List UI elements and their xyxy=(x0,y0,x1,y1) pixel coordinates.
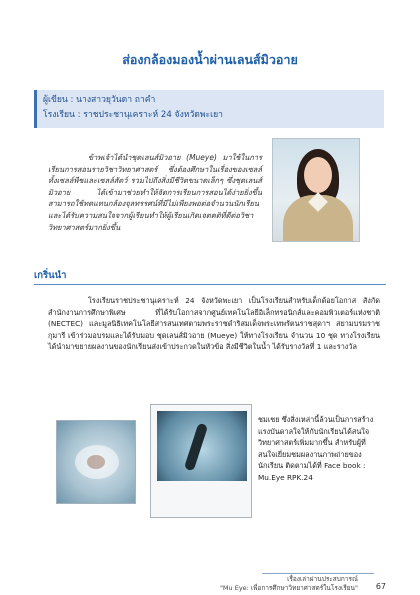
microscope-photo-2 xyxy=(150,404,252,518)
author-school: โรงเรียน : ราชประชานุเคราะห์ 24 จังหวัดพะเยา xyxy=(43,110,223,120)
specimen-view xyxy=(157,411,247,481)
section-divider xyxy=(34,284,386,285)
specimen-core xyxy=(87,455,105,469)
section-heading: เกริ่นนำ xyxy=(34,270,67,281)
author-photo xyxy=(272,138,360,242)
closing-paragraph: ชมเชย ซึ่งสิ่งเหล่านี้ล้วนเป็นการสร้างแรงบันดาลใจให้กับนักเรียนได้สนใจวิทยาศาสตร์เพิ่มมากขึ้น สำหรับผู้ที่สนใจเยี่ยมชมผลงานภาพถ่ายของนักเรียน ติดตามได้ที่ Face book : Mu.Eye RPK.24 xyxy=(258,415,374,482)
body-paragraph xyxy=(48,295,380,353)
page-number: 67 xyxy=(375,582,386,591)
footer-line-2: "Mu Eye: เพื่อการศึกษาวิทยาศาสตร์ในโรงเรียน" xyxy=(219,584,358,592)
intro-text: ข้าพเจ้าได้นำชุดเลนส์มิวอาย (Mueye) มาใช้ในการเรียนการสอนรายวิชาวิทยาศาสตร์ ซึ่งต้องศึกษาในเรื่องของเซลล์ทั้งเซลล์พืชและเซลล์สัตว์ รวมไปถึงสิ่งมีชีวิตขนาดเล็กๆ ซึ่งชุดเลนส์มิวอาย ได้เข้ามาช่วยทำให้จัดการเรียนการสอนได้ง่ายยิ่งขึ้น สามารถใช้ทดแทนกล้องจุลทรรศน์ที่มีไม่เพียงพอต่อจำนวนนักเรียน และได้รับความสนใจจากผู้เรียนทำให้ผู้เรียนเกิดเจตคติที่ดีต่อวิชาวิทยาศาสตร์มากยิ่งขึ้น xyxy=(48,153,262,232)
footer-divider xyxy=(262,573,374,574)
author-name: ผู้เขียน : นางสาวยุวันดา ถาคำ xyxy=(43,95,156,105)
footer xyxy=(220,575,358,593)
author-info-box xyxy=(34,90,384,128)
microscope-photo-1 xyxy=(56,420,136,504)
article-title: ส่องกล้องมองน้ำผ่านเลนส์มิวอาย xyxy=(122,52,298,67)
body-text: โรงเรียนราชประชานุเคราะห์ 24 จังหวัดพะเยา เป็นโรงเรียนสำหรับเด็กด้อยโอกาส สังกัดสำนักงานการศึกษาพิเศษ ที่ได้รับโอกาสจากศูนย์เทคโนโลยีอิเล็กทรอนิกส์และคอมพิวเตอร์แห่งชาติ (NECTEC) และมูลนิธิเทคโนโลยีสารสนเทศตามพระราชดำริสมเด็จพระเทพรัตนราชสุดาฯ สยามบรมราชกุมารี เข้าร่วมอบรมและได้รับมอบ ชุดเลนส์มิวอาย (Mueye) ให้ทางโรงเรียน จำนวน 10 ชุด ทางโรงเรียนได้นำมาขยายผลงานของนักเรียนส่งเข้าประกวดในหัวข้อ สิ่งมีชีวิตในน้ำ ได้รับรางวัลที่ 1 และรางวัล xyxy=(48,296,380,352)
footer-line-1: เรื่องเล่าผ่านประสบการณ์ xyxy=(287,575,358,583)
intro-paragraph xyxy=(48,152,262,233)
photo-face xyxy=(304,157,332,193)
